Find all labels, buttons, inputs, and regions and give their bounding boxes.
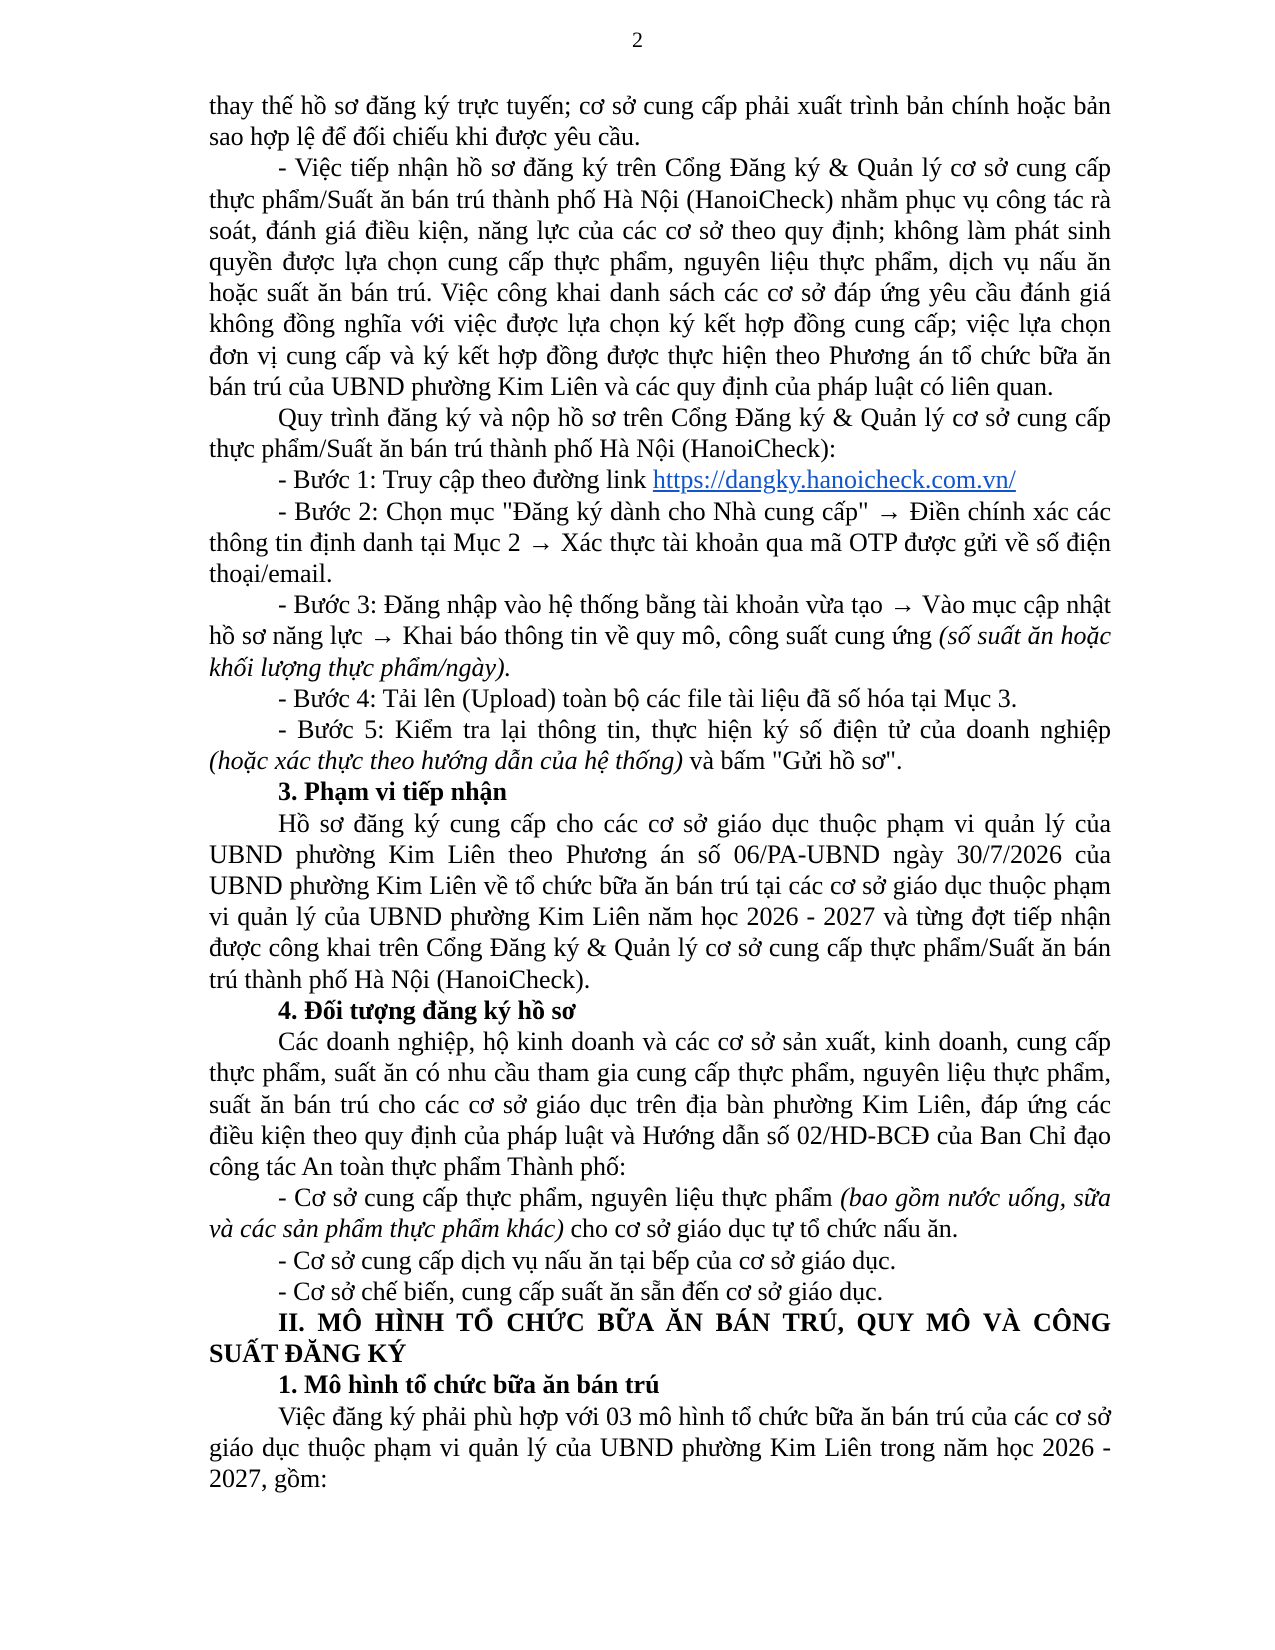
step-2: - Bước 2: Chọn mục "Đăng ký dành cho Nhà cung cấp" → Điền chính xác các thông tin định danh tại Mục 2 → Xác thực tài khoản qua mã OTP được gửi về số điện thoại/email. bbox=[209, 496, 1111, 589]
bullet-1-text: - Cơ sở cung cấp thực phẩm, nguyên liệu thực phẩm bbox=[278, 1183, 841, 1213]
document-body bbox=[209, 90, 1111, 1494]
step-5-suffix: và bấm "Gửi hồ sơ". bbox=[683, 746, 903, 776]
step-3 bbox=[209, 589, 1111, 683]
section-heading-scope: 3. Phạm vi tiếp nhận bbox=[278, 777, 507, 807]
page-number: 2 bbox=[632, 27, 643, 52]
step-5-text: - Bước 5: Kiểm tra lại thông tin, thực hiện ký số điện tử của doanh nghiệp bbox=[278, 715, 1111, 745]
bullet-food-supplier bbox=[209, 1182, 1111, 1244]
step-5-note: (hoặc xác thực theo hướng dẫn của hệ thống) bbox=[209, 746, 684, 776]
step-3-text: - Bước 3: Đăng nhập vào hệ thống bằng tài khoản vừa tạo → Vào mục cập nhật hồ sơ năng lực → Khai báo thông tin về quy mô, công suất cung ứng bbox=[209, 590, 1111, 651]
section-heading-model: II. MÔ HÌNH TỔ CHỨC BỮA ĂN BÁN TRÚ, QUY MÔ VÀ CÔNG SUẤT ĐĂNG KÝ bbox=[209, 1307, 1111, 1369]
registration-link[interactable]: https://dangky.hanoicheck.com.vn/ bbox=[652, 465, 1016, 495]
step-3-note: (số suất ăn hoặc khối lượng thực phẩm/ngày). bbox=[209, 621, 1111, 682]
bullet-1-suffix: cho cơ sở giáo dục tự tổ chức nấu ăn. bbox=[563, 1214, 959, 1244]
step-5 bbox=[209, 714, 1111, 776]
paragraph-procedure-intro: Quy trình đăng ký và nộp hồ sơ trên Cổng Đăng ký & Quản lý cơ sở cung cấp thực phẩm/Suất ăn bán trú thành phố Hà Nội (HanoiCheck): bbox=[209, 403, 1111, 464]
paragraph-continuation: thay thế hồ sơ đăng ký trực tuyến; cơ sở cung cấp phải xuất trình bản chính hoặc bản sao hợp lệ để đối chiếu khi được yêu cầu. bbox=[209, 91, 1111, 152]
step-4: - Bước 4: Tải lên (Upload) toàn bộ các file tài liệu đã số hóa tại Mục 3. bbox=[278, 683, 1018, 713]
paragraph-subjects: Các doanh nghiệp, hộ kinh doanh và các cơ sở sản xuất, kinh doanh, cung cấp thực phẩm, suất ăn có nhu cầu tham gia cung cấp thực phẩm, nguyên liệu thực phẩm, suất ăn bán trú cho các cơ sở giáo dục trên địa bàn phường Kim Liên, đáp ứng các điều kiện theo quy định của pháp luật và Hướng dẫn số 02/HD-BCĐ của Ban Chỉ đạo công tác An toàn thực phẩm Thành phố: bbox=[209, 1027, 1111, 1181]
paragraph-scope: Hồ sơ đăng ký cung cấp cho các cơ sở giáo dục thuộc phạm vi quản lý của UBND phường Kim Liên theo Phương án số 06/PA-UBND ngày 30/7/2026 của UBND phường Kim Liên về tổ chức bữa ăn bán trú tại các cơ sở giáo dục thuộc phạm vi quản lý của UBND phường Kim Liên năm học 2026 - 2027 và từng đợt tiếp nhận được công khai trên Cổng Đăng ký & Quản lý cơ sở cung cấp thực phẩm/Suất ăn bán trú thành phố Hà Nội (HanoiCheck). bbox=[209, 808, 1111, 994]
bullet-cooking-service: - Cơ sở cung cấp dịch vụ nấu ăn tại bếp của cơ sở giáo dục. bbox=[278, 1245, 897, 1275]
bullet-meal-supplier: - Cơ sở chế biến, cung cấp suất ăn sẵn đến cơ sở giáo dục. bbox=[278, 1276, 884, 1306]
paragraph-registration-note: - Việc tiếp nhận hồ sơ đăng ký trên Cổng Đăng ký & Quản lý cơ sở cung cấp thực phẩm/Suất ăn bán trú thành phố Hà Nội (HanoiCheck) nhằm phục vụ công tác rà soát, đánh giá điều kiện, năng lực của các cơ sở theo quy định; không làm phát sinh quyền được lựa chọn cung cấp thực phẩm, nguyên liệu thực phẩm, dịch vụ nấu ăn hoặc suất ăn bán trú. Việc công khai danh sách các cơ sở đáp ứng yêu cầu đánh giá không đồng nghĩa với việc được lựa chọn ký kết hợp đồng cung cấp; việc lựa chọn đơn vị cung cấp và ký kết hợp đồng được thực hiện theo Phương án tổ chức bữa ăn bán trú của UBND phường Kim Liên và các quy định của pháp luật có liên quan. bbox=[209, 153, 1111, 401]
subsection-heading-model: 1. Mô hình tổ chức bữa ăn bán trú bbox=[278, 1370, 660, 1400]
paragraph-model: Việc đăng ký phải phù hợp với 03 mô hình tổ chức bữa ăn bán trú của các cơ sở giáo dục thuộc phạm vi quản lý của UBND phường Kim Liên trong năm học 2026 - 2027, gồm: bbox=[209, 1401, 1111, 1493]
step-1 bbox=[209, 464, 1111, 495]
step-1-text: - Bước 1: Truy cập theo đường link bbox=[278, 465, 653, 495]
section-heading-subjects: 4. Đối tượng đăng ký hồ sơ bbox=[278, 995, 576, 1025]
bullet-1-note: (bao gồm nước uống, sữa và các sản phẩm thực phẩm khác) bbox=[209, 1183, 1111, 1244]
